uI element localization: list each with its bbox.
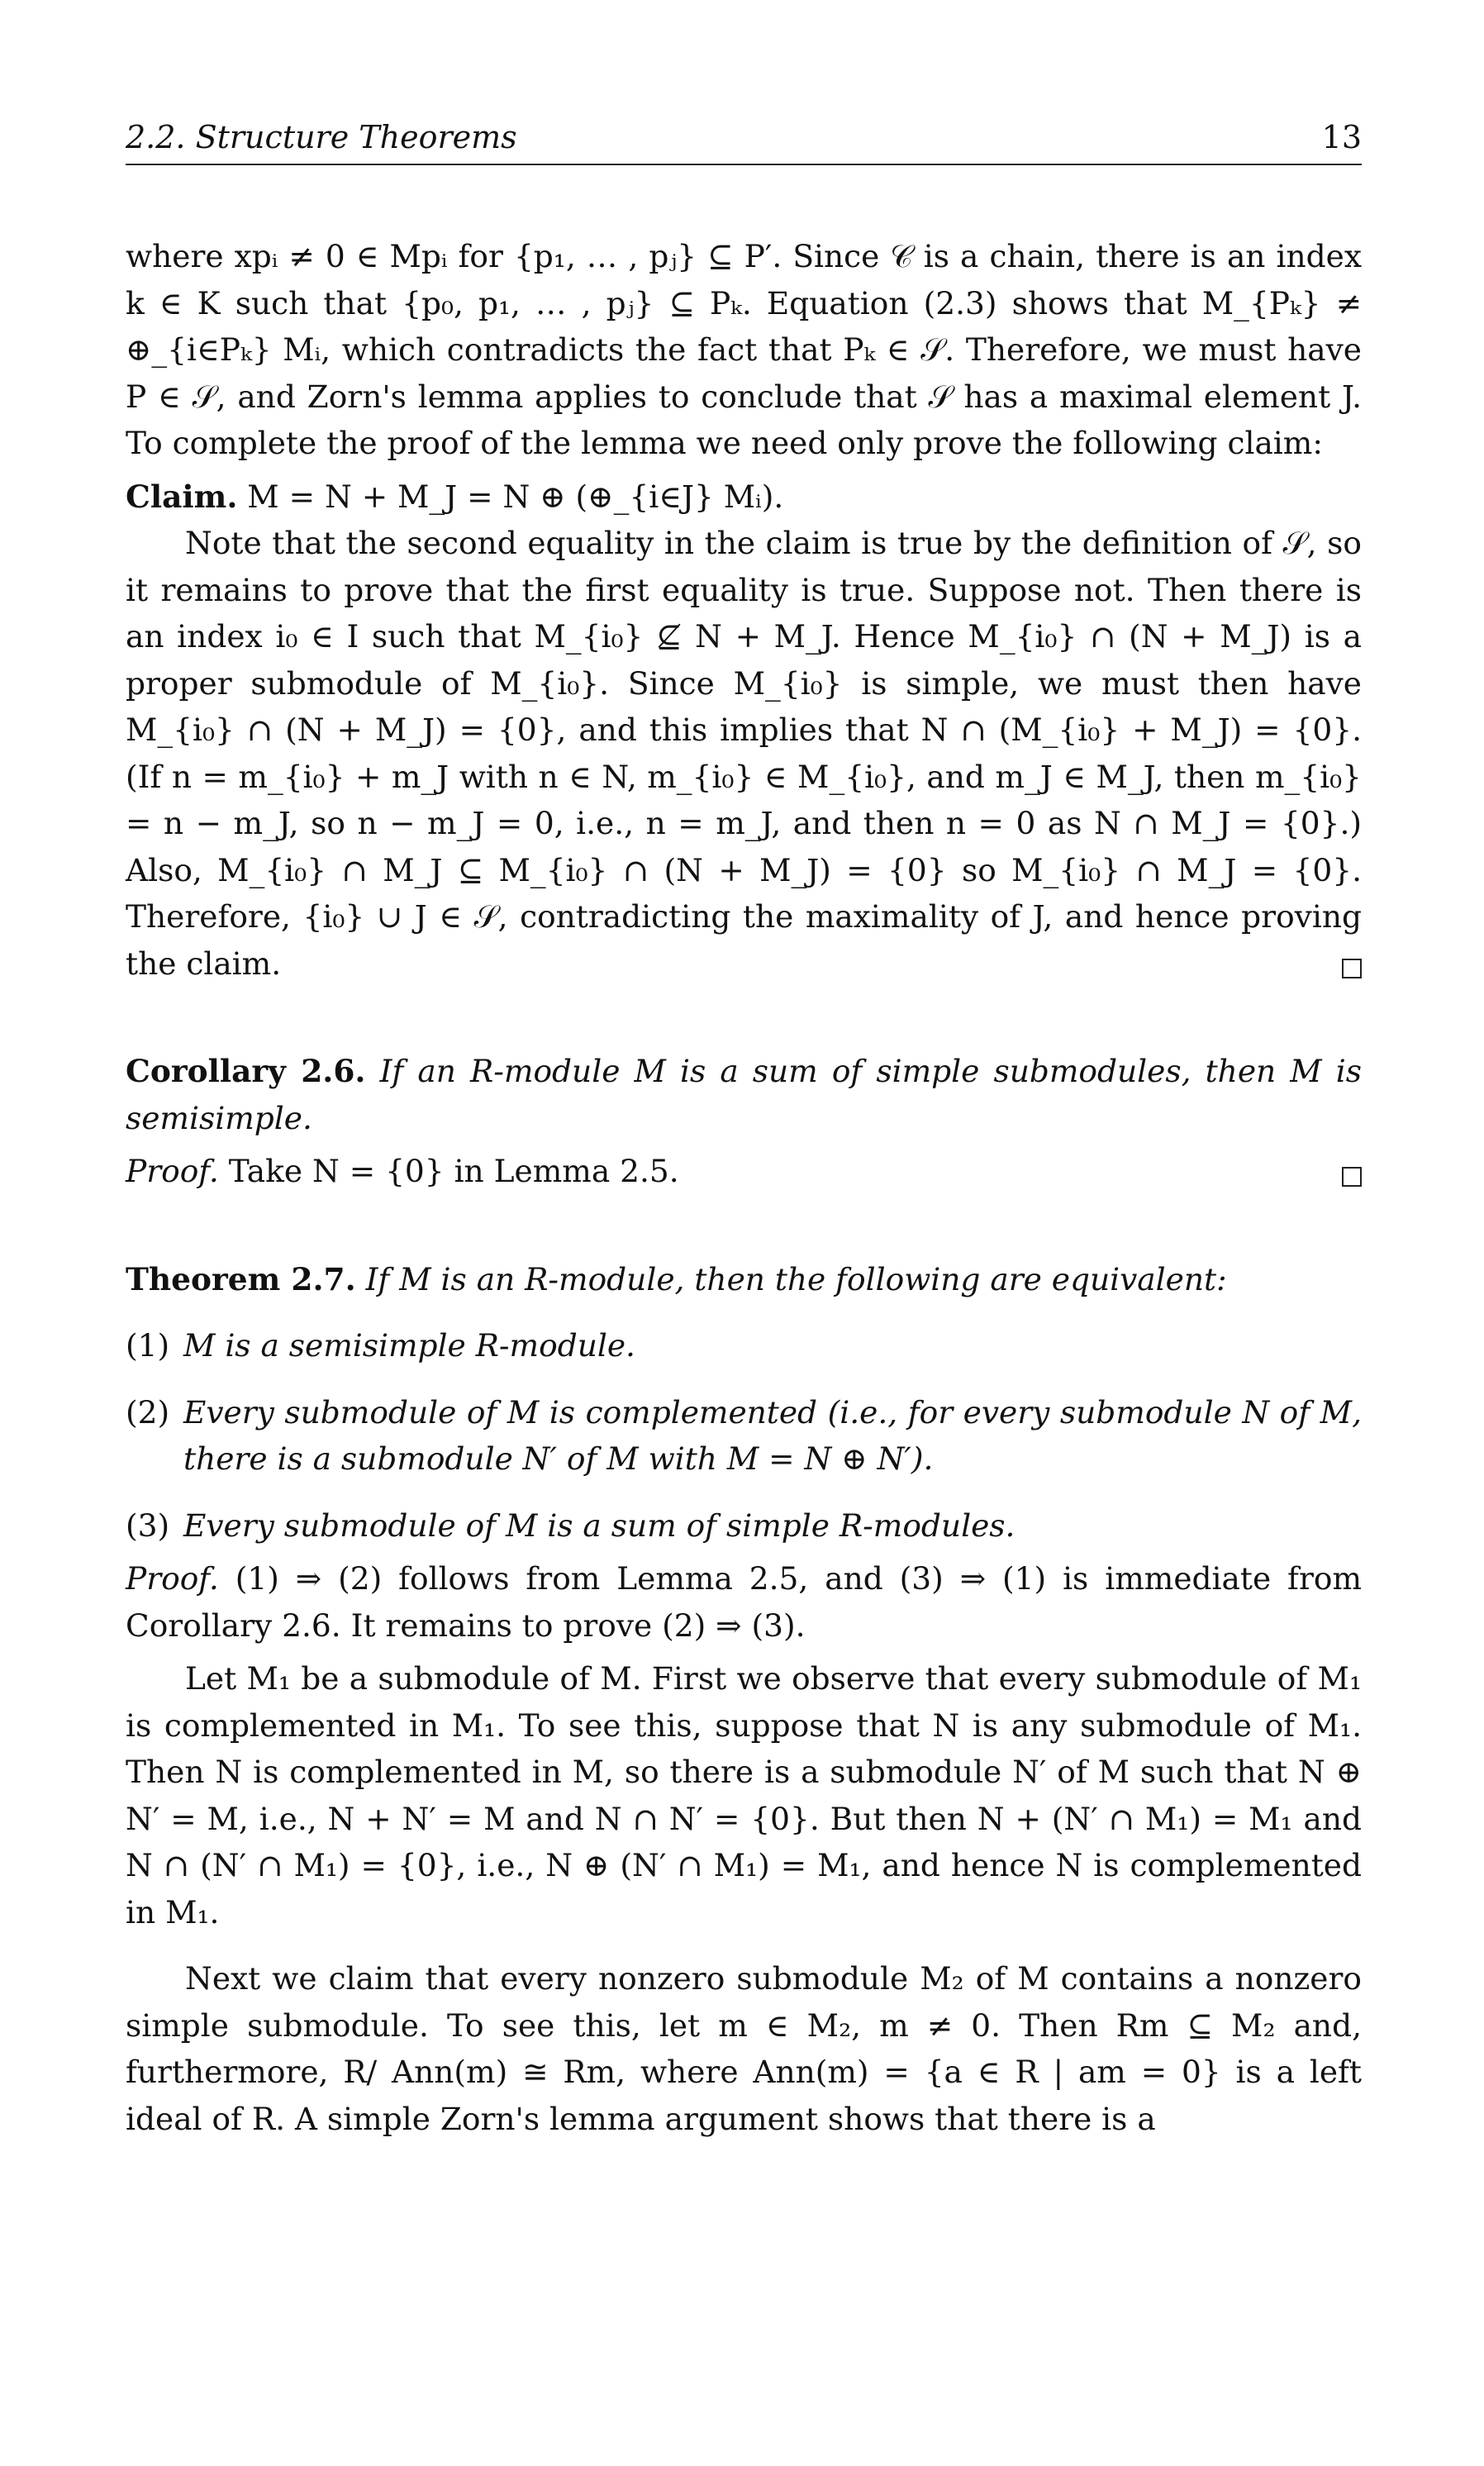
- page-number: 13: [1321, 119, 1362, 155]
- corollary-proof-text: Take N = {0} in Lemma 2.5.: [228, 1153, 679, 1189]
- theorem-item: [126, 1322, 1362, 1369]
- theorem-item-text: Every submodule of M is complemented (i.e., for every submodule N of M, there is a submodule N′ of M with M = N ⊕ N′).: [183, 1393, 1362, 1477]
- theorem-item: [126, 1502, 1362, 1550]
- corollary-proof-label: Proof.: [126, 1153, 219, 1189]
- claim-proof-text: Note that the second equality in the claim is true by the definition of 𝒮, so it remains to prove that the first equality is true. Suppose not. Then there is an index i₀ ∈ I such that M_{i₀} ⊈ N + M_J. Hence M_{i₀} ∩ (N + M_J) is a proper submodule of M_{i₀}. Since M_{i₀} is simple, we must then have M_{i₀} ∩ (N + M_J) = {0}, and this implies that N ∩ (M_{i₀} + M_J) = {0}. (If n = m_{i₀} + m_J with n ∈ N, m_{i₀} ∈ M_{i₀}, and m_J ∈ M_J, then m_{i₀} = n − m_J, so n − m_J = 0, i.e., n = m_J, and then n = 0 as N ∩ M_J = {0}.) Also, M_{i₀} ∩ M_J ⊆ M_{i₀} ∩ (N + M_J) = {0} so M_{i₀} ∩ M_J = {0}. Therefore, {i₀} ∪ J ∈ 𝒮, contradicting the maximality of J, and hence proving the claim.: [126, 525, 1362, 982]
- claim: [126, 474, 1362, 521]
- theorem-item-number: (1): [126, 1327, 170, 1364]
- theorem-proof-label: Proof.: [126, 1560, 219, 1597]
- claim-text: M = N + M_J = N ⊕ (⊕_{i∈J} Mᵢ).: [247, 478, 784, 515]
- running-header: [126, 116, 1362, 165]
- running-title: 2.2. Structure Theorems: [126, 119, 517, 155]
- corollary-label: Corollary 2.6.: [126, 1053, 366, 1089]
- corollary-2-6: [126, 1048, 1362, 1141]
- page: [126, 116, 1362, 2142]
- paragraph-complement: Let M₁ be a submodule of M. First we observe that every submodule of M₁ is complemented in M₁. To see this, suppose that N is any submodule of M₁. Then N is complemented in M, so there is a submodule N′ of M such that N ⊕ N′ = M, i.e., N + N′ = M and N ∩ N′ = {0}. But then N + (N′ ∩ M₁) = M₁ and N ∩ (N′ ∩ M₁) = {0}, i.e., N ⊕ (N′ ∩ M₁) = M₁, and hence N is complemented in M₁.: [126, 1660, 1362, 1930]
- theorem-item: [126, 1389, 1362, 1483]
- claim-label: Claim.: [126, 478, 238, 515]
- corollary-statement: If an R-module M is a sum of simple submodules, then M is semisimple.: [126, 1053, 1363, 1136]
- theorem-item-text: Every submodule of M is a sum of simple R-modules.: [183, 1507, 1015, 1544]
- paragraph-proof-continuation: where xpᵢ ≠ 0 ∈ Mpᵢ for {p₁, … , pⱼ} ⊆ P′. Since 𝒞 is a chain, there is an index k ∈ K such that {p₀, p₁, … , pⱼ} ⊆ Pₖ. Equation (2.3) shows that M_{Pₖ} ≠ ⊕_{i∈Pₖ} Mᵢ, which contradicts the fact that Pₖ ∈ 𝒮. Therefore, we must have P ∈ 𝒮, and Zorn's lemma applies to conclude that 𝒮 has a maximal element J. To complete the proof of the lemma we need only prove the following claim:: [126, 238, 1362, 461]
- theorem-proof: [126, 1555, 1362, 1649]
- qed-box-icon: [1342, 1167, 1362, 1187]
- theorem-label: Theorem 2.7.: [126, 1260, 356, 1297]
- page-body: [126, 233, 1362, 2142]
- theorem-proof-text: (1) ⇒ (2) follows from Lemma 2.5, and (3) ⇒ (1) is immediate from Corollary 2.6. It remains to prove (2) ⇒ (3).: [126, 1560, 1363, 1644]
- paragraph-simple-submodule: Next we claim that every nonzero submodule M₂ of M contains a nonzero simple submodule. To see this, let m ∈ M₂, m ≠ 0. Then Rm ⊆ M₂ and, furthermore, R/ Ann(m) ≅ Rm, where Ann(m) = {a ∈ R | am = 0} is a left ideal of R. A simple Zorn's lemma argument shows that there is a: [126, 1960, 1362, 2137]
- paragraph-claim-proof: [126, 520, 1362, 987]
- corollary-proof: [126, 1148, 1362, 1195]
- theorem-statement: If M is an R-module, then the following are equivalent:: [365, 1260, 1227, 1297]
- theorem-item-number: (3): [126, 1507, 170, 1544]
- theorem-item-number: (2): [126, 1393, 170, 1431]
- qed-box-icon: [1342, 959, 1362, 978]
- theorem-2-7: [126, 1256, 1362, 1303]
- theorem-item-text: M is a semisimple R-module.: [183, 1327, 635, 1364]
